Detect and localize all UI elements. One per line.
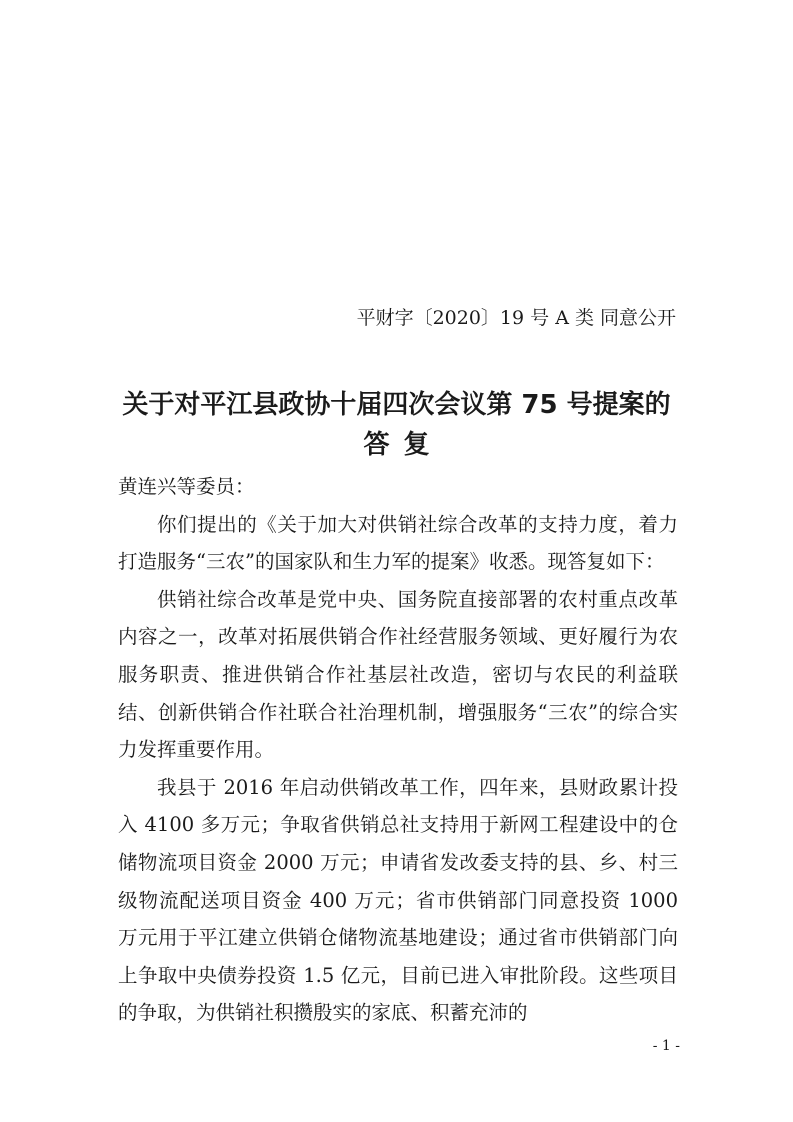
body-paragraph-1: 你们提出的《关于加大对供销社综合改革的支持力度，着力打造服务“三农”的国家队和生力军的提案》收悉。现答复如下：: [118, 512, 678, 574]
document-title-line-1: 关于对平江县政协十届四次会议第 75 号提案的: [122, 390, 671, 420]
document-number: 平财字〔2020〕19 号 A 类 同意公开: [356, 307, 676, 329]
salutation: 黄连兴等委员：: [118, 475, 255, 498]
document-title-line-2: 答复: [363, 430, 444, 460]
body-paragraph-2: 供销社综合改革是党中央、国务院直接部署的农村重点改革内容之一，改革对拓展供销合作社经营服务领域、更好履行为农服务职责、推进供销合作社基层社改造，密切与农民的利益联结、创新供销合作社联合社治理机制，增强服务“三农”的综合实力发挥重要作用。: [118, 587, 678, 762]
body-paragraph-3: 我县于 2016 年启动供销改革工作，四年来，县财政累计投入 4100 多万元；争取省供销总社支持用于新网工程建设中的仓储物流项目资金 2000 万元；申请省发改委支持的县、乡、村三级物流配送项目资金 400 万元；省市供销部门同意投资 1000 万元用于平江建立供销仓储物流基地建设；通过省市供销部门向上争取中央债券投资 1.5 亿元，目前已进入审批阶段。这些项目的争取，为供销社积攒殷实的家底、积蓄充沛的: [118, 775, 678, 1025]
document-body: [118, 468, 678, 1032]
page-number: - 1 -: [652, 1038, 680, 1054]
